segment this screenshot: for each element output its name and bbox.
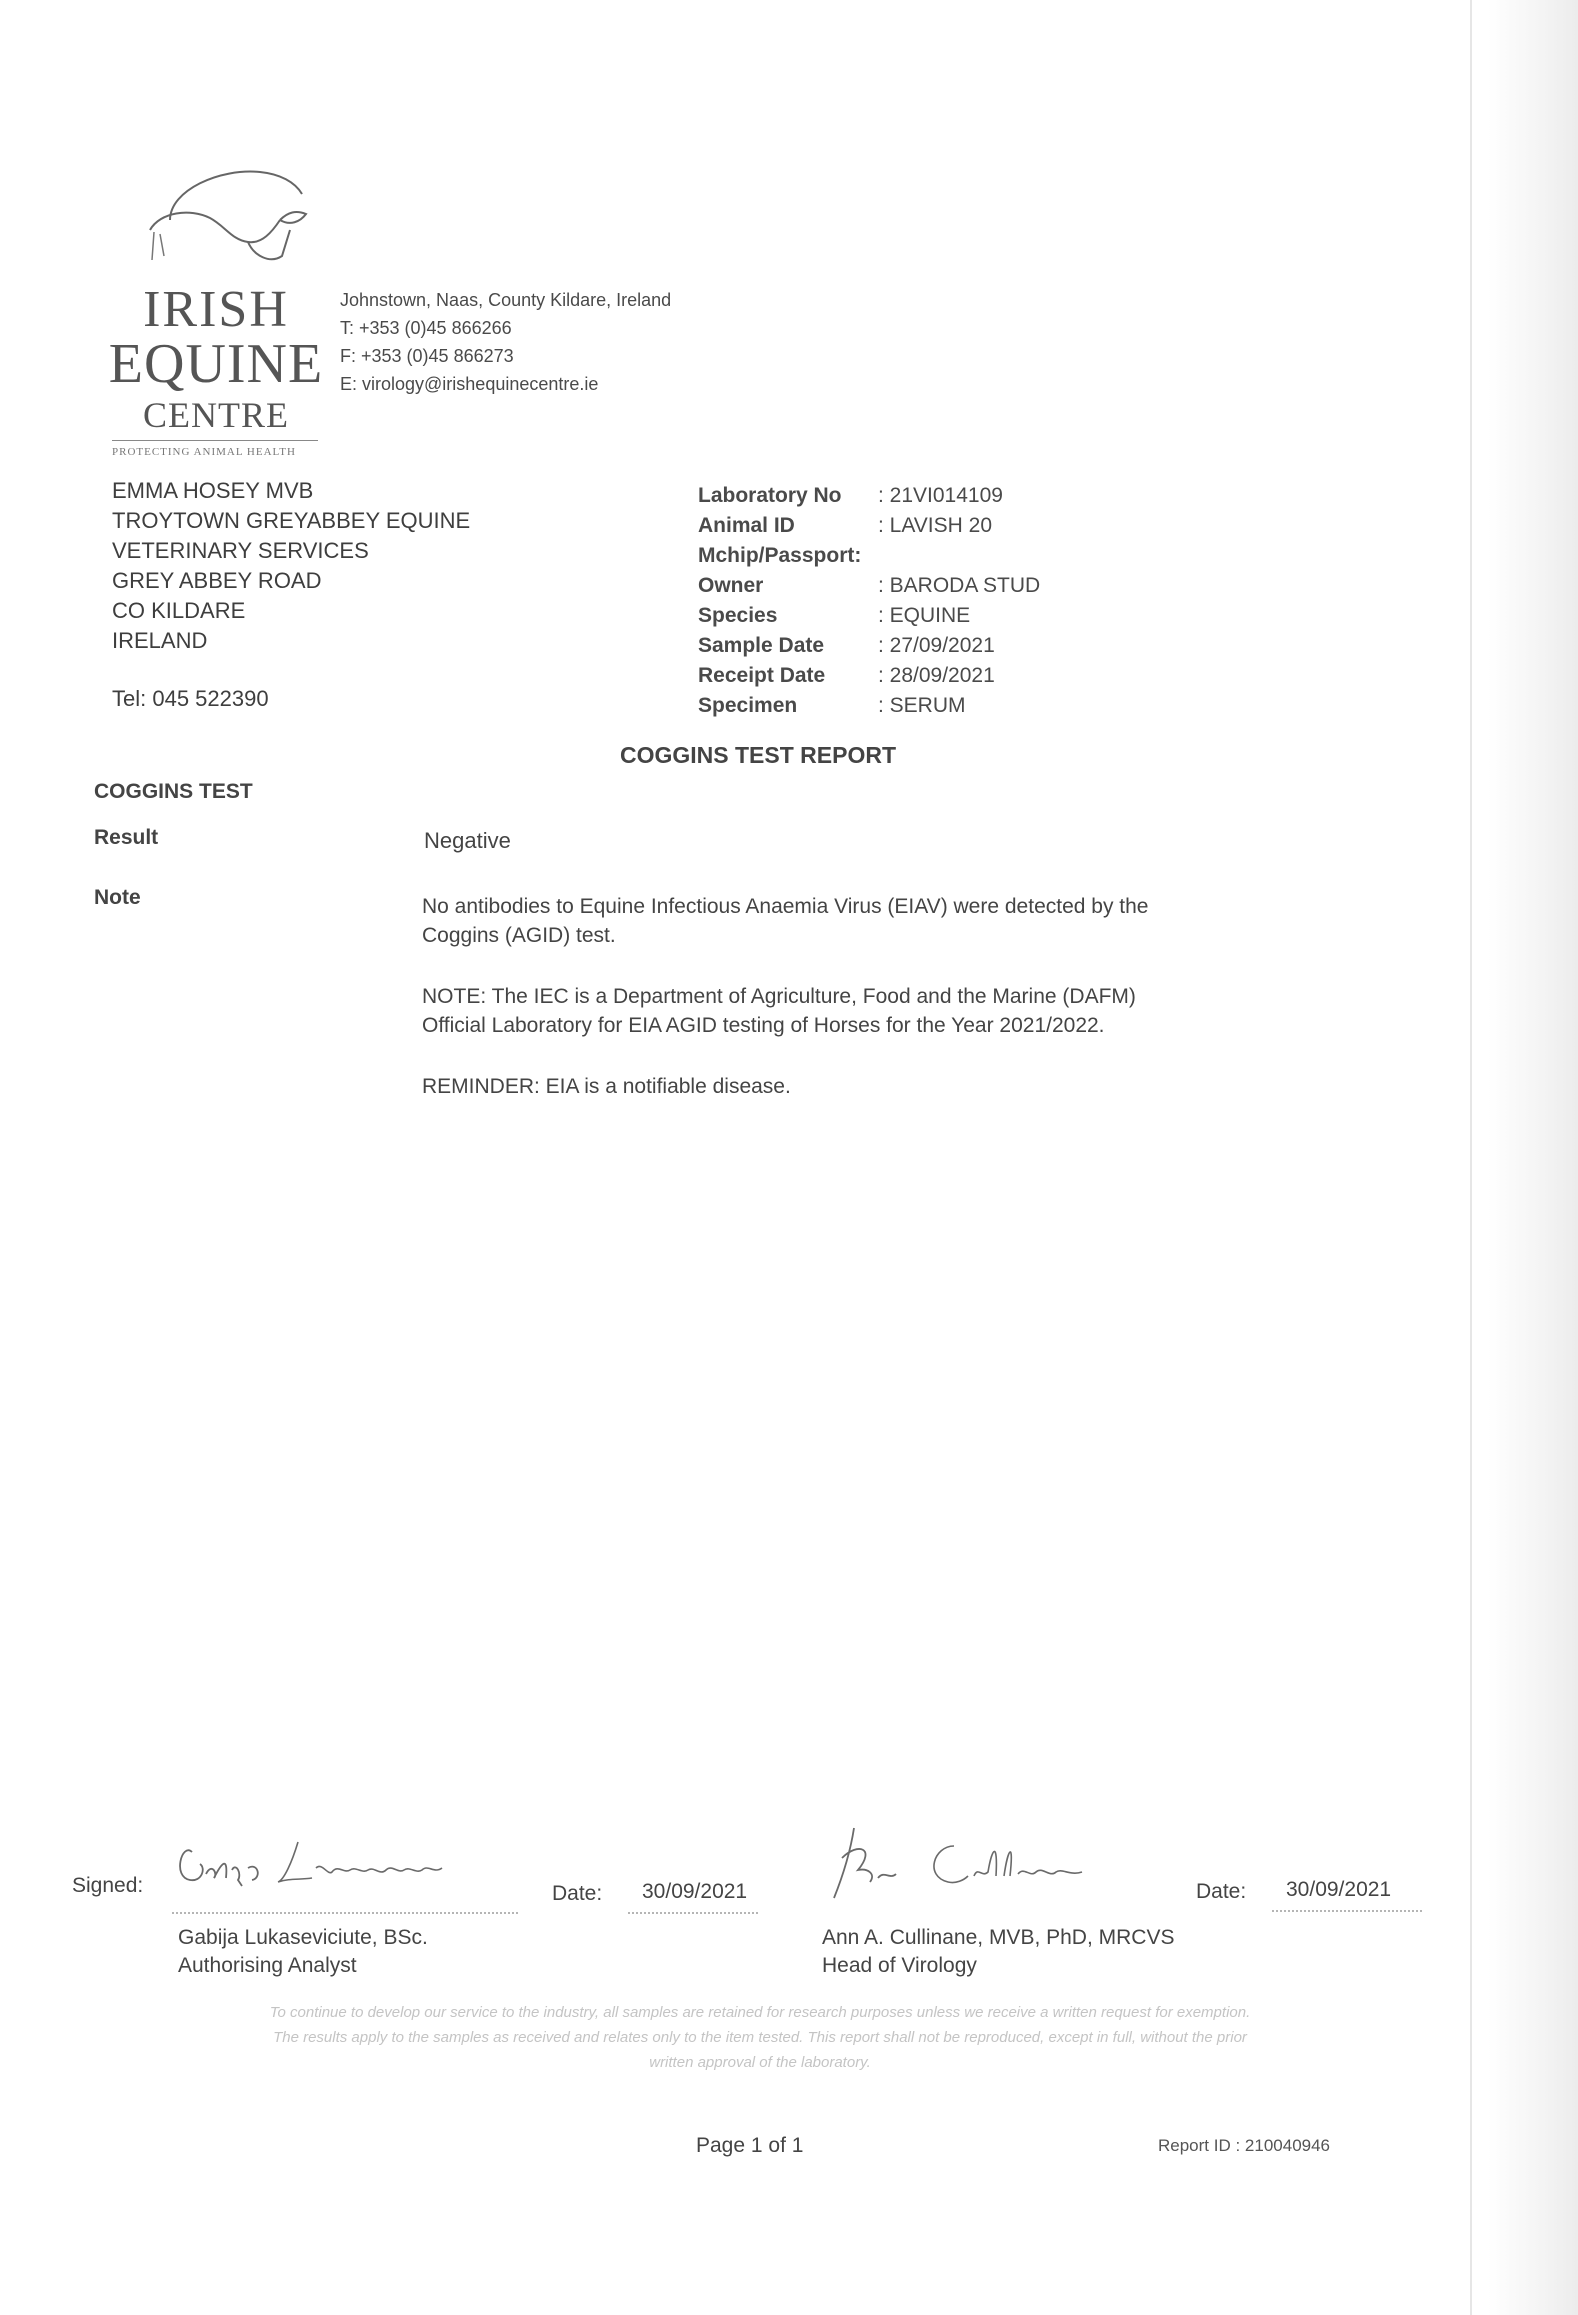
recipient-address xyxy=(112,476,470,656)
signature-line-1 xyxy=(172,1912,518,1914)
date-value-2: 30/09/2021 xyxy=(1286,1878,1392,1901)
signer-1-role: Authorising Analyst xyxy=(178,1954,357,1977)
centre-contact-block xyxy=(340,286,671,398)
centre-fax: F: +353 (0)45 866273 xyxy=(340,346,514,366)
page-number: Page 1 of 1 xyxy=(696,2134,804,2157)
report-title: COGGINS TEST REPORT xyxy=(620,742,897,768)
detail-label: Species xyxy=(698,604,778,627)
note-paragraph: No antibodies to Equine Infectious Anaemia Virus (EIAV) were detected by the Coggins (AGID) test. xyxy=(422,895,1149,947)
centre-address: Johnstown, Naas, County Kildare, Ireland xyxy=(340,290,672,310)
recipient-line: IRELAND xyxy=(112,628,208,653)
irish-equine-centre-logo xyxy=(106,160,326,460)
note-paragraph: NOTE: The IEC is a Department of Agriculture, Food and the Marine (DAFM) Official Laboratory for EIA AGID testing of Horses for the Year 2021/2022. xyxy=(422,985,1136,1037)
logo-word-centre: CENTRE xyxy=(143,395,289,435)
recipient-line: VETERINARY SERVICES xyxy=(112,538,369,563)
logo-word-equine: EQUINE xyxy=(108,333,324,395)
logo-tagline: PROTECTING ANIMAL HEALTH xyxy=(112,446,296,458)
detail-value: : 28/09/2021 xyxy=(878,664,995,687)
centre-phone: T: +353 (0)45 866266 xyxy=(340,318,512,338)
page-edge-shadow xyxy=(1488,0,1578,2315)
detail-label: Animal ID xyxy=(698,514,795,537)
recipient-line: CO KILDARE xyxy=(112,598,246,623)
detail-label: Laboratory No xyxy=(698,484,842,507)
recipient-tel: Tel: 045 522390 xyxy=(112,686,269,711)
detail-value: : LAVISH 20 xyxy=(878,514,993,537)
signer-2-role: Head of Virology xyxy=(822,1954,977,1977)
date-line-1 xyxy=(628,1912,758,1914)
detail-label: Sample Date xyxy=(698,634,825,657)
disclaimer-line: written approval of the laboratory. xyxy=(649,2054,871,2071)
page-edge-line xyxy=(1470,0,1472,2315)
footer-disclaimer xyxy=(160,2000,1360,2075)
detail-label: Specimen xyxy=(698,694,798,717)
signature-cullinane xyxy=(824,1818,1124,1908)
result-value: Negative xyxy=(424,828,511,853)
disclaimer-line: To continue to develop our service to the industry, all samples are retained for research purposes unless we receive a written request for exemption. xyxy=(269,2004,1251,2021)
signer-2-name: Ann A. Cullinane, MVB, PhD, MRCVS xyxy=(822,1926,1175,1949)
detail-value: : 27/09/2021 xyxy=(878,634,995,657)
note-label: Note xyxy=(94,886,141,909)
date-value-1: 30/09/2021 xyxy=(642,1880,748,1903)
date-label-1: Date: xyxy=(552,1882,603,1905)
centre-email: E: virology@irishequinecentre.ie xyxy=(340,374,599,394)
recipient-line: TROYTOWN GREYABBEY EQUINE xyxy=(112,508,471,533)
detail-value: : 21VI014109 xyxy=(878,484,1003,507)
note-paragraph: REMINDER: EIA is a notifiable disease. xyxy=(422,1075,791,1098)
detail-label: Mchip/Passport: xyxy=(698,544,862,567)
logo-word-irish: IRISH xyxy=(143,281,289,338)
signer-2-block xyxy=(822,1924,1174,1980)
signed-label: Signed: xyxy=(72,1874,144,1897)
date-line-2 xyxy=(1272,1910,1422,1912)
result-label: Result xyxy=(94,826,159,849)
report-notes xyxy=(422,892,1182,1133)
section-title: COGGINS TEST xyxy=(94,780,253,803)
detail-value: : EQUINE xyxy=(878,604,971,627)
signer-1-block xyxy=(178,1924,428,1980)
detail-value: : BARODA STUD xyxy=(878,574,1041,597)
date-label-2: Date: xyxy=(1196,1880,1247,1903)
signature-gabija xyxy=(172,1822,472,1902)
detail-value: : SERUM xyxy=(878,694,966,717)
disclaimer-line: The results apply to the samples as received and relates only to the item tested. This report shall not be reproduced, except in full, without the prior xyxy=(273,2029,1247,2046)
logo-divider xyxy=(112,440,318,441)
report-id: Report ID : 210040946 xyxy=(1158,2136,1331,2155)
horse-head-icon xyxy=(130,160,310,280)
detail-label: Owner xyxy=(698,574,764,597)
detail-label: Receipt Date xyxy=(698,664,826,687)
recipient-line: EMMA HOSEY MVB xyxy=(112,478,314,503)
recipient-line: GREY ABBEY ROAD xyxy=(112,568,322,593)
signer-1-name: Gabija Lukaseviciute, BSc. xyxy=(178,1926,428,1949)
